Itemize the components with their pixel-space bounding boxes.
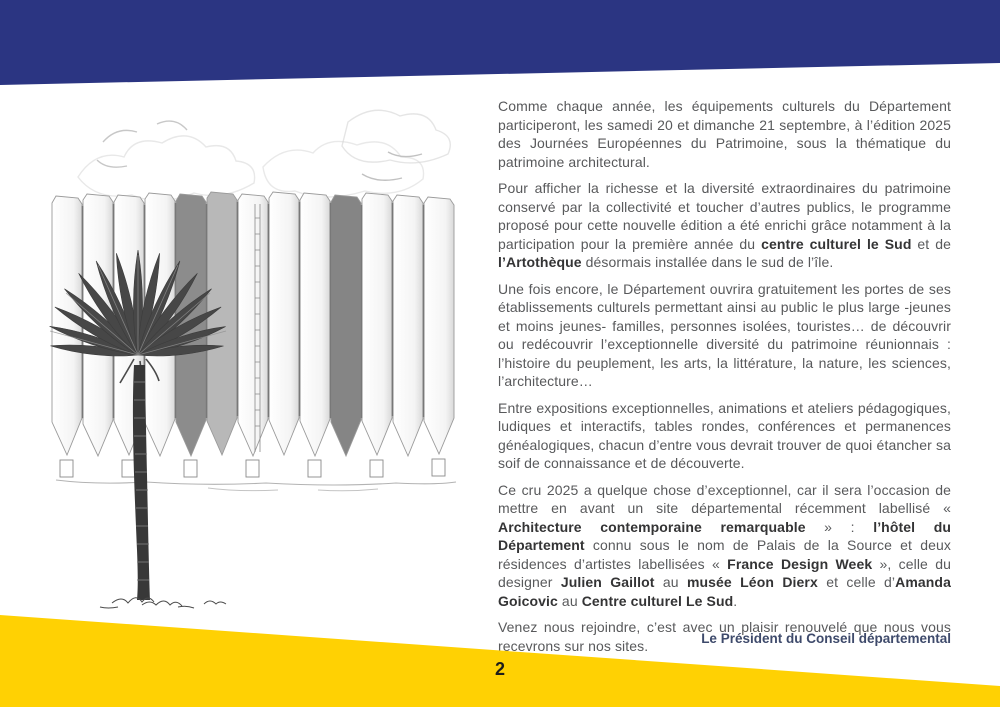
- grass-sketch: [100, 598, 226, 608]
- paragraph: Ce cru 2025 a quelque chose d’exceptionnel, car il sera l’occasion de mettre en avant un site départemental récemment labellisé « Architecture contemporaine remarquable » : l’hôtel du Département connu sous le nom de Palais de la Source et deux résidences d’artistes labellisées « France Design Week », celle du designer Julien Gaillot au musée Léon Dierx et celle d’Amanda Goicovic au Centre culturel Le Sud.: [498, 481, 951, 609]
- paragraph: Venez nous rejoindre, c’est avec un plaisir renouvelé que nous vous recevrons sur nos sites.: [498, 619, 951, 654]
- page-number: 2: [494, 659, 505, 679]
- article-text: [498, 97, 951, 663]
- building-palm-illustration: [8, 82, 488, 622]
- paragraph: Comme chaque année, les équipements culturels du Département participeront, les samedi 20 et dimanche 21 septembre, à l’édition 2025 des Journées Européennes du Patrimoine, sous la thématique du patrimoine architectural.: [498, 98, 951, 170]
- header-band: [0, 0, 1000, 90]
- paragraph: Pour afficher la richesse et la diversité extraordinaires du patrimoine conservé par la collectivité et toucher d’autres publics, le programme proposé pour cette nouvelle édition a été enrichi grâce notamment à la participation pour la première année du centre culturel le Sud et de l’Artothèque désormais installée dans le sud de l’île.: [498, 180, 951, 270]
- foliage-sketch: [78, 110, 450, 200]
- paragraph: Une fois encore, le Département ouvrira gratuitement les portes de ses établissements culturels permettant ainsi au public le plus large -jeunes et moins jeunes- familles, personnes isolées, touristes… de découvrir ou redécouvrir l’exceptionnelle diversité du patrimoine réunionnais : l’histoire du peuplement, les arts, la littérature, la nature, les sciences, l’architecture…: [498, 280, 951, 389]
- paragraph: Entre expositions exceptionnelles, animations et ateliers pédagogiques, ludiques et interactifs, tables rondes, conférences et permanences généalogiques, chacun d’entre vous devrait trouver de quoi étancher sa soif de connaissance et de découverte.: [498, 399, 951, 471]
- signature: Le Président du Conseil départemental: [701, 631, 951, 646]
